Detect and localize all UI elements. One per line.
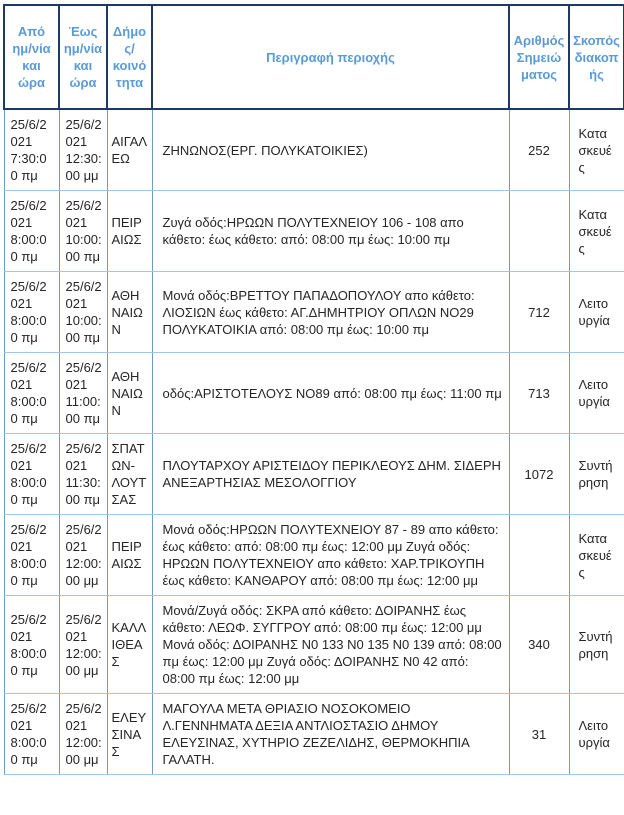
municipality-cell: ΠΕΙΡΑΙΩΣ xyxy=(107,191,152,272)
from-datetime-cell: 25/6/2021 8:00:00 πμ xyxy=(4,272,59,353)
to-datetime-cell: 25/6/2021 12:30:00 μμ xyxy=(59,109,107,191)
note-number-cell: 1072 xyxy=(509,434,569,515)
municipality-cell: ΣΠΑΤΩΝ-ΛΟΥΤΣΑΣ xyxy=(107,434,152,515)
note-number-cell: 31 xyxy=(509,694,569,775)
from-datetime-cell: 25/6/2021 8:00:00 πμ xyxy=(4,353,59,434)
table-row xyxy=(4,515,624,596)
to-datetime-cell: 25/6/2021 11:30:00 πμ xyxy=(59,434,107,515)
from-datetime-cell: 25/6/2021 8:00:00 πμ xyxy=(4,515,59,596)
table-header xyxy=(4,5,624,109)
from-datetime-cell: 25/6/2021 7:30:00 πμ xyxy=(4,109,59,191)
outage-purpose-cell: Συντήρηση xyxy=(569,596,624,694)
municipality-cell: ΑΘΗΝΑΙΩΝ xyxy=(107,353,152,434)
table-row xyxy=(4,434,624,515)
table-row xyxy=(4,272,624,353)
area-description-cell: Μονά οδός:ΒΡΕΤΤΟΥ ΠΑΠΑΔΟΠΟΥΛΟΥ απο κάθετο: ΛΙΟΣΙΩΝ έως κάθετο: ΑΓ.ΔΗΜΗΤΡΙΟΥ ΟΠΛΩΝ ΝΟ29 ΠΟΛΥΚΑΤΟΙΚΙΑ από: 08:00 πμ έως: 10:00 πμ xyxy=(152,272,509,353)
outage-purpose-cell: Λειτουργία xyxy=(569,272,624,353)
table-body xyxy=(4,109,624,775)
table-row xyxy=(4,694,624,775)
to-datetime-cell: 25/6/2021 11:00:00 πμ xyxy=(59,353,107,434)
column-header-to-datetime: Έως ημ/νία και ώρα xyxy=(59,5,107,109)
area-description-cell: Μονά οδός:ΗΡΩΩΝ ΠΟΛΥΤΕΧΝΕΙΟΥ 87 - 89 απο κάθετο: έως κάθετο: από: 08:00 πμ έως: 12:00 μμ Ζυγά οδός: ΗΡΩΩΝ ΠΟΛΥΤΕΧΝΕΙΟΥ απο κάθετο: ΧΑΡ.ΤΡΙΚΟΥΠΗ έως κάθετο: ΚΑΝΘΑΡΟΥ από: 08:00 πμ έως: 12:00 μμ xyxy=(152,515,509,596)
table-row xyxy=(4,353,624,434)
outage-purpose-cell: Λειτουργία xyxy=(569,694,624,775)
area-description-cell: ΠΛΟΥΤΑΡΧΟΥ ΑΡΙΣΤΕΙΔΟΥ ΠΕΡΙΚΛΕΟΥΣ ΔΗΜ. ΣΙΔΕΡΗ ΑΝΕΞΑΡΤΗΣΙΑΣ ΜΕΣΟΛΟΓΓΙΟΥ xyxy=(152,434,509,515)
to-datetime-cell: 25/6/2021 12:00:00 μμ xyxy=(59,596,107,694)
municipality-cell: ΠΕΙΡΑΙΩΣ xyxy=(107,515,152,596)
outage-purpose-cell: Λειτουργία xyxy=(569,353,624,434)
column-header-municipality: Δήμος/κοινότητα xyxy=(107,5,152,109)
note-number-cell: 713 xyxy=(509,353,569,434)
note-number-cell: 340 xyxy=(509,596,569,694)
column-header-area-description: Περιγραφή περιοχής xyxy=(152,5,509,109)
column-header-from-datetime: Από ημ/νία και ώρα xyxy=(4,5,59,109)
outage-schedule-table xyxy=(3,4,624,775)
note-number-cell xyxy=(509,515,569,596)
outage-purpose-cell: Κατασκευές xyxy=(569,109,624,191)
note-number-cell xyxy=(509,191,569,272)
to-datetime-cell: 25/6/2021 10:00:00 πμ xyxy=(59,272,107,353)
table-row xyxy=(4,596,624,694)
table-row xyxy=(4,109,624,191)
note-number-cell: 712 xyxy=(509,272,569,353)
municipality-cell: ΑΙΓΑΛΕΩ xyxy=(107,109,152,191)
outage-purpose-cell: Κατασκευές xyxy=(569,191,624,272)
from-datetime-cell: 25/6/2021 8:00:00 πμ xyxy=(4,191,59,272)
from-datetime-cell: 25/6/2021 8:00:00 πμ xyxy=(4,434,59,515)
note-number-cell: 252 xyxy=(509,109,569,191)
municipality-cell: ΑΘΗΝΑΙΩΝ xyxy=(107,272,152,353)
area-description-cell: ΜΑΓΟΥΛΑ ΜΕΤΑ ΘΡΙΑΣΙΟ ΝΟΣΟΚΟΜΕΙΟ Λ.ΓΕΝΝΗΜΑΤΑ ΔΕΞΙΑ ΑΝΤΛΙΟΣΤΑΣΙΟ ΔΗΜΟΥ ΕΛΕΥΣΙΝΑΣ, ΧΥΤΗΡΙΟ ΖΕΖΕΛΙΔΗΣ, ΘΕΡΜΟΚΗΠΙΑ ΓΑΛΑΤΗ. xyxy=(152,694,509,775)
to-datetime-cell: 25/6/2021 12:00:00 μμ xyxy=(59,694,107,775)
to-datetime-cell: 25/6/2021 10:00:00 πμ xyxy=(59,191,107,272)
to-datetime-cell: 25/6/2021 12:00:00 μμ xyxy=(59,515,107,596)
column-header-outage-purpose: Σκοπός διακοπής xyxy=(569,5,624,109)
municipality-cell: ΕΛΕΥΣΙΝΑΣ xyxy=(107,694,152,775)
area-description-cell: Μονά/Ζυγά οδός: ΣΚΡΑ από κάθετο: ΔΟΙΡΑΝΗΣ έως κάθετο: ΛΕΩΦ. ΣΥΓΓΡΟΥ από: 08:00 πμ έως: 12:00 μμ Μονά οδός: ΔΟΙΡΑΝΗΣ Ν0 133 Ν0 135 Ν0 139 από: 08:00 πμ έως: 12:00 μμ Ζυγά οδός: ΔΟΙΡΑΝΗΣ Ν0 42 από: 08:00 πμ έως: 12:00 μμ xyxy=(152,596,509,694)
outage-purpose-cell: Συντήρηση xyxy=(569,434,624,515)
area-description-cell: οδός:ΑΡΙΣΤΟΤΕΛΟΥΣ ΝΟ89 από: 08:00 πμ έως: 11:00 πμ xyxy=(152,353,509,434)
from-datetime-cell: 25/6/2021 8:00:00 πμ xyxy=(4,596,59,694)
header-row xyxy=(4,5,624,109)
outage-purpose-cell: Κατασκευές xyxy=(569,515,624,596)
table-row xyxy=(4,191,624,272)
area-description-cell: Ζυγά οδός:ΗΡΩΩΝ ΠΟΛΥΤΕΧΝΕΙΟΥ 106 - 108 απο κάθετο: έως κάθετο: από: 08:00 πμ έως: 10:00 πμ xyxy=(152,191,509,272)
area-description-cell: ΖΗΝΩΝΟΣ(ΕΡΓ. ΠΟΛΥΚΑΤΟΙΚΙΕΣ) xyxy=(152,109,509,191)
column-header-note-number: Αριθμός Σημειώματος xyxy=(509,5,569,109)
municipality-cell: ΚΑΛΛΙΘΕΑΣ xyxy=(107,596,152,694)
from-datetime-cell: 25/6/2021 8:00:00 πμ xyxy=(4,694,59,775)
